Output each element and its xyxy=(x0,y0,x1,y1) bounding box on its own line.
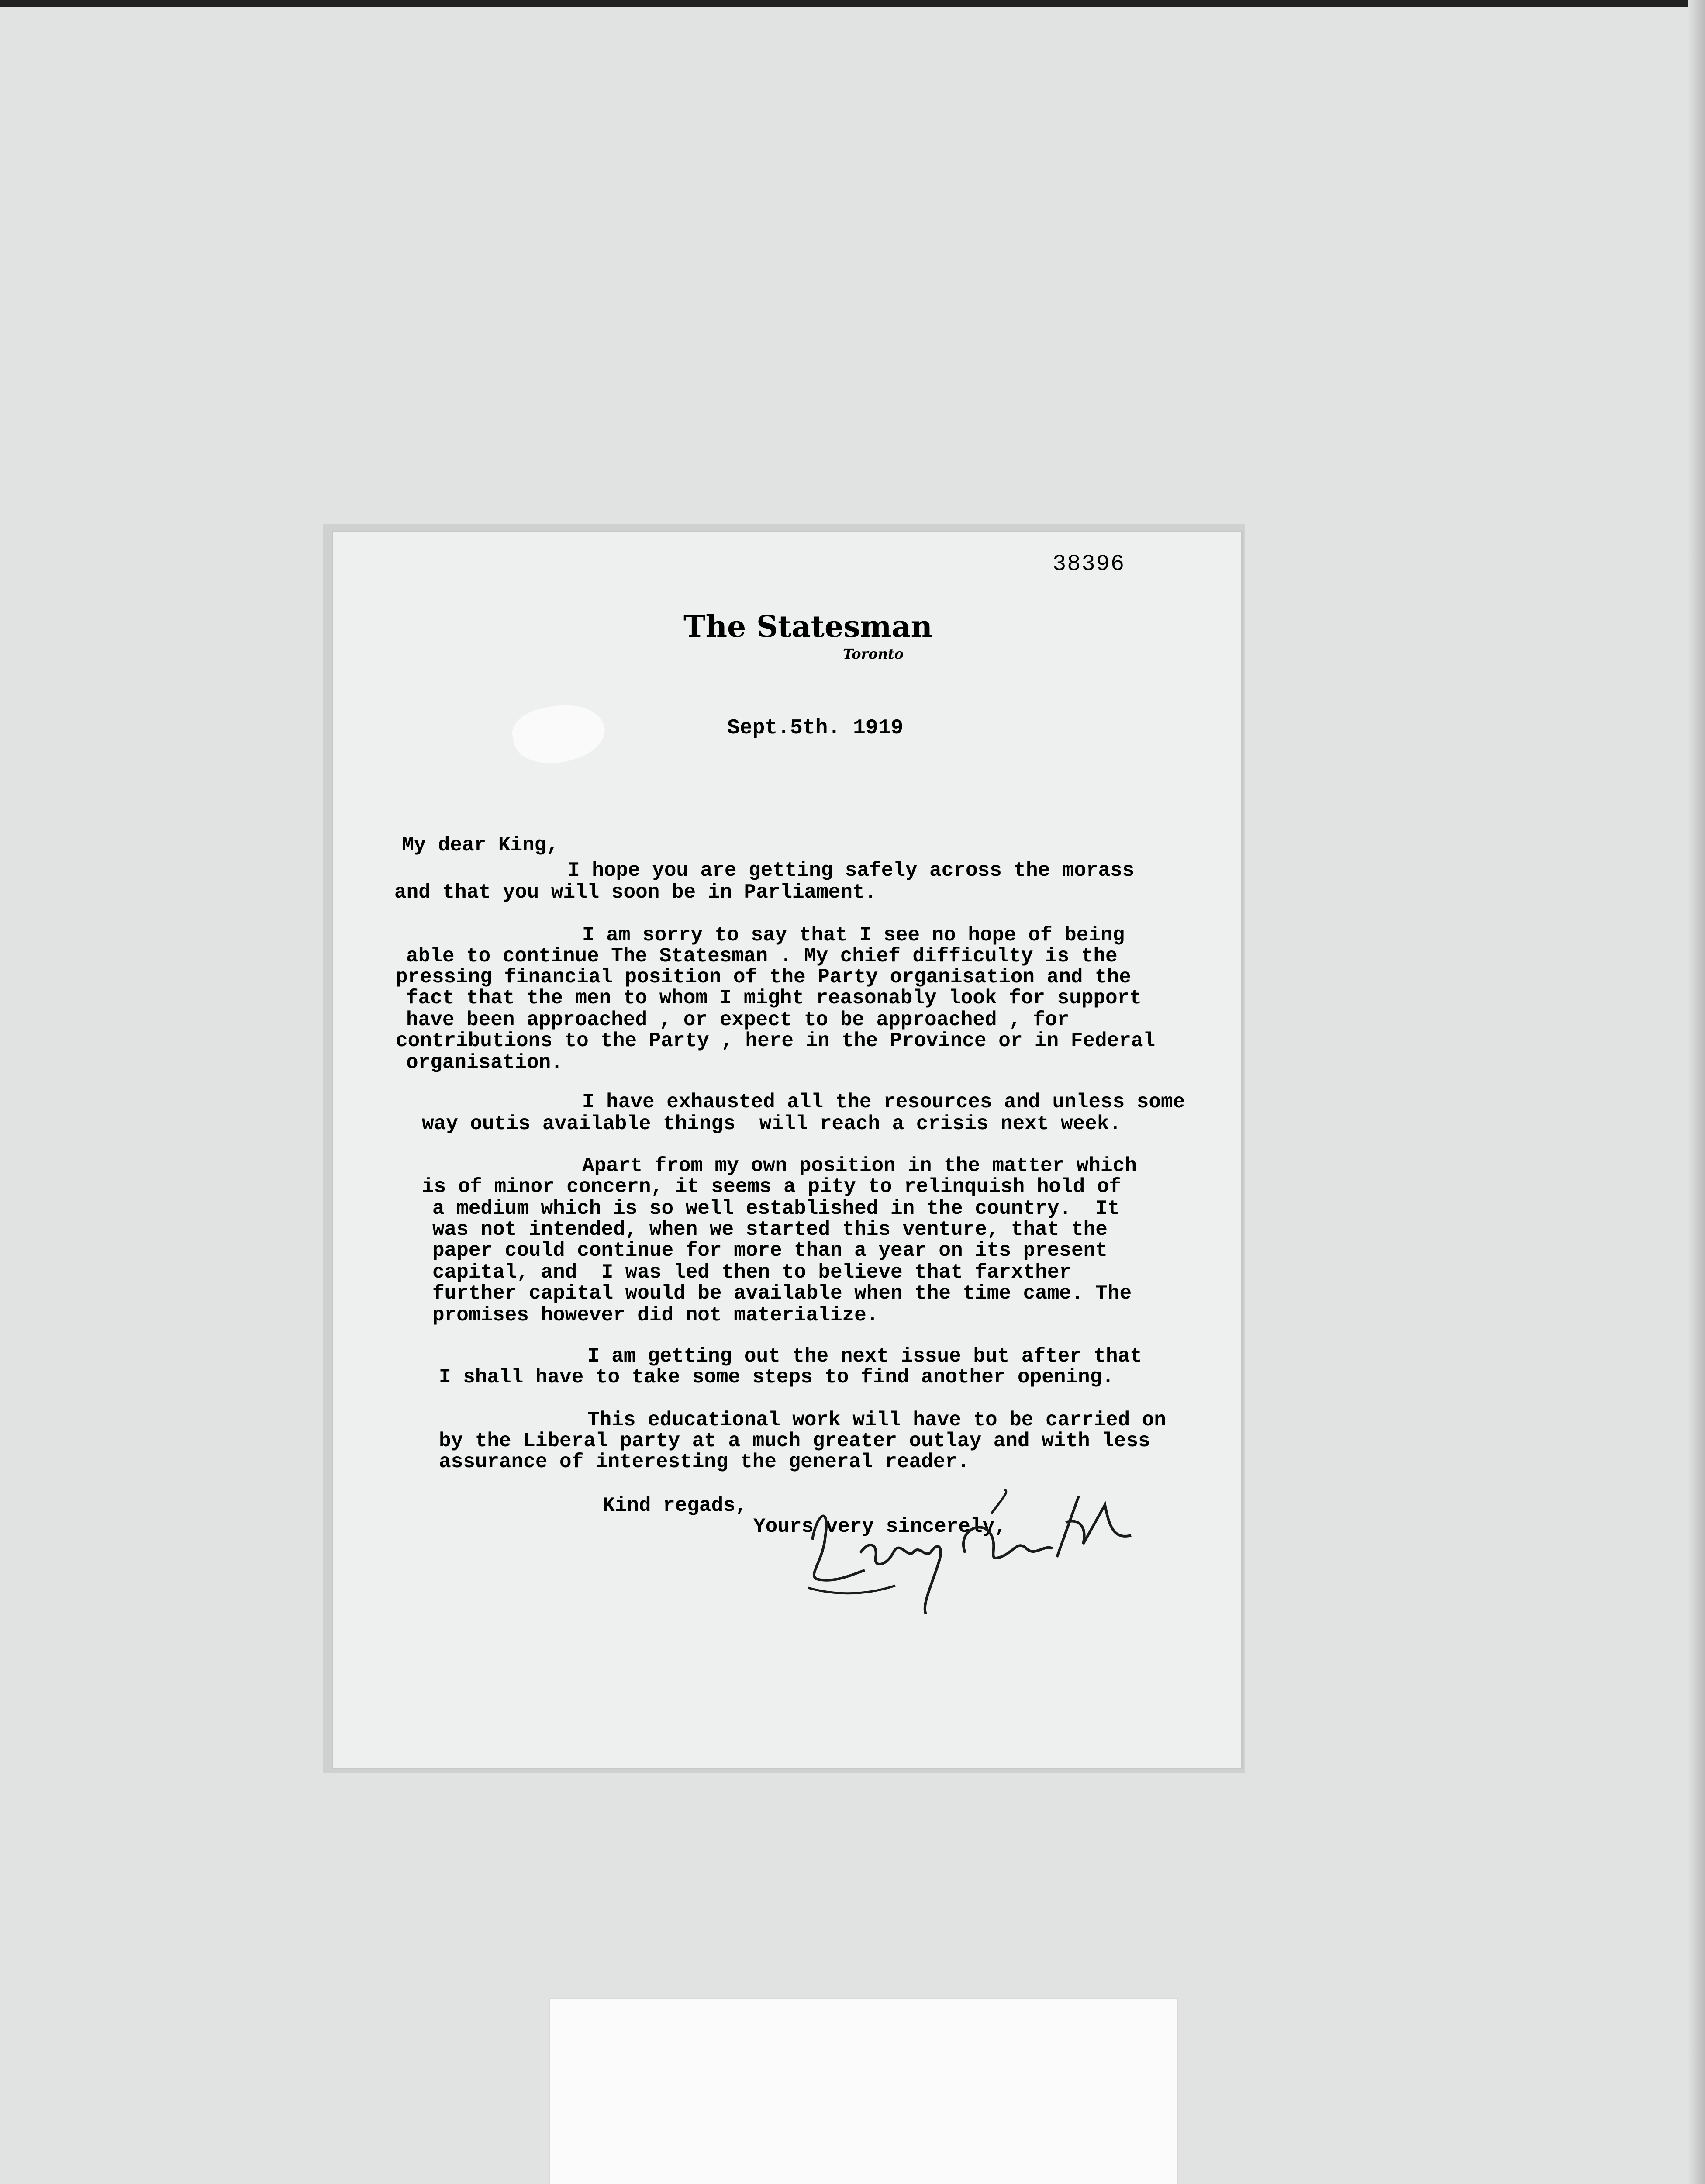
document-number: 38396 xyxy=(1053,551,1125,577)
body-line: promises however did not materialize. xyxy=(432,1304,879,1327)
closing-line: Yours very sincerely, xyxy=(753,1515,1007,1538)
body-line: way outis available things will reach a crisis next week. xyxy=(422,1113,1122,1135)
body-line: by the Liberal party at a much greater outlay and with less xyxy=(439,1430,1150,1452)
letterhead-title: The Statesman xyxy=(683,609,932,644)
body-line: I have exhausted all the resources and unless some xyxy=(582,1091,1185,1113)
body-line: I hope you are getting safely across the morass xyxy=(568,859,1135,882)
body-line: pressing financial position of the Party organisation and the xyxy=(396,966,1131,988)
body-line: is of minor concern, it seems a pity to relinquish hold of xyxy=(422,1175,1122,1198)
film-edge-top xyxy=(0,0,1705,7)
body-line: fact that the men to whom I might reasonably look for support xyxy=(406,987,1142,1009)
letterhead-location: Toronto xyxy=(843,646,904,662)
film-edge-right xyxy=(1688,0,1705,2184)
body-line: and that you will soon be in Parliament. xyxy=(394,881,877,904)
salutation: My dear King, xyxy=(402,834,559,857)
signature xyxy=(799,1487,1149,1618)
body-line: Apart from my own position in the matter which xyxy=(582,1154,1137,1177)
body-line: organisation. xyxy=(406,1051,563,1074)
closing-line: Kind regads, xyxy=(603,1494,748,1517)
body-line: I am getting out the next issue but after that xyxy=(587,1345,1142,1368)
body-line: This educational work will have to be carried on xyxy=(587,1409,1167,1431)
body-line: contributions to the Party , here in the Province or in Federal xyxy=(396,1030,1156,1052)
body-line: I shall have to take some steps to find another opening. xyxy=(439,1366,1114,1389)
archive-label-card xyxy=(549,1998,1178,2184)
body-line: assurance of interesting the general reader. xyxy=(439,1451,970,1473)
body-line: paper could continue for more than a year on its present xyxy=(432,1239,1108,1262)
body-line: a medium which is so well established in the country. It xyxy=(432,1197,1120,1220)
body-line: was not intended, when we started this venture, that the xyxy=(432,1218,1108,1241)
body-line: I am sorry to say that I see no hope of being xyxy=(582,924,1125,947)
body-line: have been approached , or expect to be approached , for xyxy=(406,1009,1070,1031)
body-line: able to continue The Statesman . My chief difficulty is the xyxy=(406,945,1118,968)
letter-date: Sept.5th. 1919 xyxy=(727,716,904,740)
body-line: capital, and I was led then to believe that farxther xyxy=(432,1261,1072,1284)
body-line: further capital would be available when the time came. The xyxy=(432,1282,1132,1305)
